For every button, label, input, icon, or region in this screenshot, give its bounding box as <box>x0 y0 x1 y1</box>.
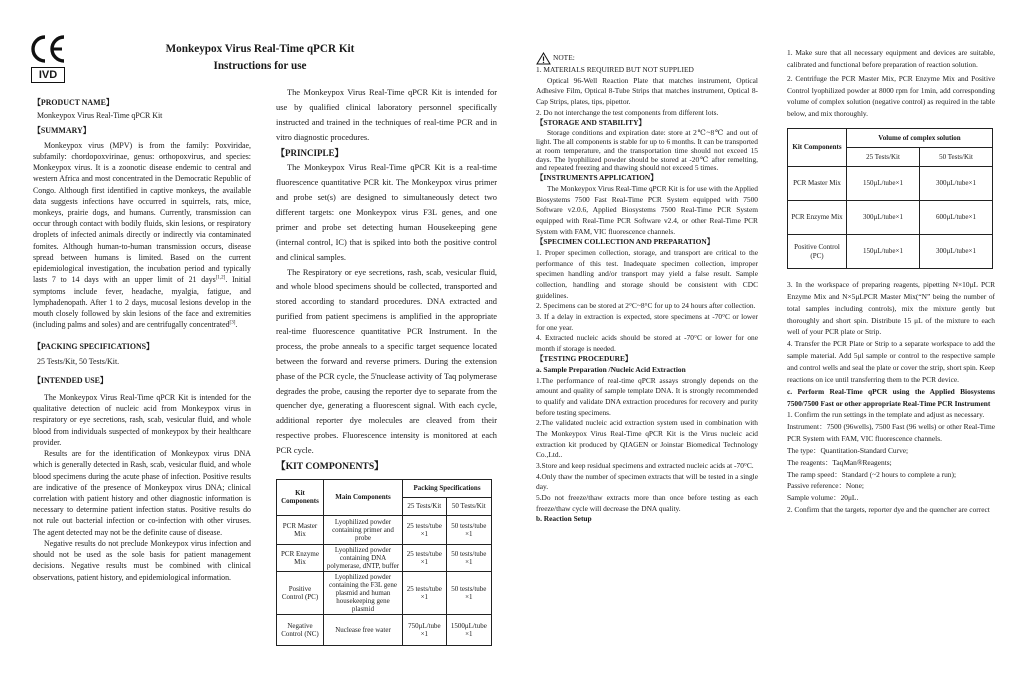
packing-text: 25 Tests/Kit, 50 Tests/Kit. <box>37 356 120 366</box>
testing-3: 3.Store and keep residual specimens and extracted nucleic acids at -70°C. <box>536 461 754 471</box>
table-row: Positive Control (PC) 150μL/tube×1 300μL/tube×1 <box>788 235 993 269</box>
perform-step-2: 2. Confirm that the targets, reporter dye and the quencher are correct <box>787 505 990 515</box>
summary-heading: 【SUMMARY】 <box>33 126 91 136</box>
table-row: PCR Master Mix Lyophilized powder containing primer and probe 25 tests/tube ×1 50 tests/tube ×1 <box>277 515 492 544</box>
specimen-2: 2. Specimens can be stored at 2°C~8°C for up to 24 hours after collection. <box>536 301 756 311</box>
intended-use-p2: Results are for the identification of Monkeypox virus DNA which is generally detected in Rash, scab, vesicular fluid, and whole blood specimens during the acute phase of infection. Positive results are indicative of the presence of Monkeypox virus DNA; clinical correlation with patient history and other diagnostic information is necessary to determine patient infection status. Positive results do not rule out bacterial infection or co-infection with other viruses. The agent detected may not be the definite cause of disease. <box>33 449 251 537</box>
table-header: Kit Components <box>788 129 847 167</box>
product-name-heading: 【PRODUCT NAME】 <box>33 98 114 107</box>
product-name: Monkeypox Virus Real-Time qPCR Kit <box>37 111 163 121</box>
table-row: Negative Control (NC) Nuclease free water 750μL/tube ×1 1500μL/tube ×1 <box>277 614 492 645</box>
specimen-1: 1. Proper specimen collection, storage, and transport are critical to the performance of this test. Inadequate specimen collection, improper specimen handling and/or transport may yield a false result. Sample collection, handling and storage should be consistent with CDC guidelines. <box>536 247 758 300</box>
kit-components-table <box>276 479 492 646</box>
table-header: 50 Tests/Kit <box>446 497 491 515</box>
ce-mark-icon <box>30 34 70 64</box>
intended-use-heading: 【INTENDED USE】 <box>33 375 108 385</box>
reaction-step-2: 2. Centrifuge the PCR Master Mix, PCR Enzyme Mix and Positive Control lyophilized powder at 8000 rpm for 1min, add corresponding volume of complex solution (negative control) as required in the table below, and mix thoroughly. <box>787 73 995 119</box>
perform-step-1: 1. Confirm the run settings in the template and adjust as necessary. <box>787 410 985 420</box>
table-header: 25 Tests/Kit <box>403 497 447 515</box>
ivd-mark: IVD <box>31 67 65 83</box>
reaction-step-1: 1. Make sure that all necessary equipment and devices are suitable, calibrated and functional before preparation of reaction solution. <box>787 48 995 69</box>
column-3 <box>536 52 758 525</box>
specimen-4: 4. Extracted nucleic acids should be stored at -70°C or lower for one month if storage is needed. <box>536 333 758 353</box>
table-row: PCR Enzyme Mix 300μL/tube×1 600μL/tube×1 <box>788 201 993 235</box>
column-1 <box>33 97 251 583</box>
storage-heading: 【STORAGE AND STABILITY】 <box>536 118 646 128</box>
table-header: Kit Components <box>277 479 324 515</box>
principle-p1: The Monkeypox Virus Real-Time qPCR Kit is a real-time fluorescence quantitative PCR kit. The Monkeypox virus primer and probe set(s) are designed to simultaneously detect two different targets: one Monkeypox virus F3L genes, and one primer and probe set detecting human Housekeeping gene (internal control, IC) that is spiked into both the positive control and clinical samples. <box>276 163 497 262</box>
table-header: 25 Tests/Kit <box>847 148 920 167</box>
reaction-step-4: 4. Transfer the PCR Plate or Strip to a separate workspace to add the sample material. Add 5μl sample or control to the respective sample and control wells and seal the plate or cover the strip, short spin. Keep reactions on ice until transferring them to the PCR device. <box>787 339 995 384</box>
table-header: Volume of complex solution <box>847 129 993 148</box>
testing-subheading-b: b. Reaction Setup <box>536 514 592 524</box>
volume-table <box>787 128 993 269</box>
instruments-text: The Monkeypox Virus Real-Time qPCR Kit is for use with the Applied Biosystems 7500 Fast Real-Time PCR System equipped with 7500 Software v2.0.6, Applied Biosystems 7500 Real-Time PCR System equipped with Real-Time PCR Software v2.4, or other Real-Time PCR System with FAM, VIC fluorescence channels. <box>536 183 758 236</box>
passive-setting: Passive reference：None; <box>787 481 864 491</box>
instruments-heading: 【INSTRUMENTS APPLICATION】 <box>536 173 658 183</box>
table-row: PCR Enzyme Mix Lyophilized powder containing DNA polymerase, dNTP, buffer 25 tests/tube ×1 50 tests/tube ×1 <box>277 544 492 571</box>
document-subtitle: Instructions for use <box>213 60 307 72</box>
testing-heading: 【TESTING PROCEDURE】 <box>536 354 633 364</box>
principle-p2: The Respiratory or eye secretions, rash, scab, vesicular fluid, and whole blood specimens should be collected, transported and stored according to standard procedures. DNA extracted and purified from patient specimens is amplified in the appropriate real-time fluorescence quantitative PCR Instrument. In the process, the probe anneals to a specific target sequence located between the forward and reverse primers. During the extension phase of the PCR cycle, the 5'nuclease activity of Taq polymerase degrades the probe, causing the reporter dye to separate from the quencher dye, generating a fluorescent signal. With each cycle, additional reporter dye molecules are cleaved from their respective probes. Fluorescence intensity is monitored at each PCR cycle. <box>276 267 497 456</box>
packing-heading: 【PACKING SPECIFICATIONS】 <box>33 342 154 352</box>
instrument-setting: Instrument：7500 (96wells), 7500 Fast (96 wells) or other Real-Time PCR System with FAM, VIC fluorescence channels. <box>787 422 995 444</box>
perform-heading: c. Perform Real-Time qPCR using the Applied Biosystems 7500/7500 Fast or other appropriate Real-Time PCR Instrument <box>787 386 995 408</box>
note-line: NOTE: <box>536 52 758 65</box>
specimen-3: 3. If a delay in extraction is expected, store specimens at -70°C or lower for one year. <box>536 311 758 332</box>
specimen-heading: 【SPECIMEN COLLECTION AND PREPARATION】 <box>536 237 715 247</box>
note-1-heading: 1. MATERIALS REQUIRED BUT NOT SUPPLIED <box>536 65 694 74</box>
column-2 <box>276 86 497 646</box>
testing-5: 5.Do not freeze/thaw extracts more than once before testing as each freeze/thaw cycle will decrease the DNA quality. <box>536 493 758 513</box>
testing-subheading-a: a. Sample Preparation /Nucleic Acid Extraction <box>536 365 686 375</box>
principle-heading: 【PRINCIPLE】 <box>276 147 344 158</box>
column-4 <box>787 47 995 516</box>
intended-use-p3: Negative results do not preclude Monkeypox virus infection and should not be used as the sole basis for patient management decisions. Negative results must be combined with clinical observations, patient history, and epidemiological information. <box>33 538 251 582</box>
reagents-setting: The reagents：TaqMan®Reagents; <box>787 457 892 467</box>
warning-icon <box>536 52 551 65</box>
note-1-text: Optical 96-Well Reaction Plate that matches instrument, Optical Adhesive Film, Optical 8-Tube Strips that matches instrument, Optical 8-Cap Strips, plates, tips, pipettor. <box>536 75 758 106</box>
document-title: Monkeypox Virus Real-Time qPCR Kit <box>165 43 355 55</box>
table-header: 50 Tests/Kit <box>920 148 993 167</box>
type-setting: The type：Quantitation-Standard Curve; <box>787 445 909 455</box>
intended-use-p1: The Monkeypox Virus Real-Time qPCR Kit is intended for the qualitative detection of nucleic acid from Monkeypox virus in respiratory or eye secretions, rash, scab, vesicular fluid, and whole blood from individuals suspected of monkeypox by their healthcare provider. <box>33 393 251 447</box>
table-row: Positive Control (PC) Lyophilized powder containing the F3L gene plasmid and human housekeeping gene plasmid 25 tests/tube ×1 50 tests/tube ×1 <box>277 571 492 614</box>
testing-2: 2.The validated nucleic acid extraction system used in combination with The Monkeypox Virus Real-Time qPCR Kit is the Virus nucleic acid extraction kit produced by QIAGEN or Joinstar Biomedical Technology Co.,Ltd.. <box>536 418 758 460</box>
storage-text: Storage conditions and expiration date: store at 2℃~8℃ and out of light. The all components is stable for up to 6 months. It can be transported at room temperature, and the transportation time should not exceed 15 days. The lyophilized powder should be stored at -20℃ after remelting, and repeated freezing and thawing should not exceed 5 times. <box>536 127 758 173</box>
note-2: 2. Do not interchange the test components from different lots. <box>536 107 719 117</box>
table-header: Packing Specifications <box>403 479 492 497</box>
kit-components-heading: 【KIT COMPONENTS】 <box>276 460 384 472</box>
table-header: Main Components <box>324 479 403 515</box>
reaction-step-3: 3. In the workspace of preparing reagents, pipetting N×10μL PCR Enzyme Mix and N×5μLPCR Master Mix(“N” being the number of total samples including controls), mix the mixture gently but thoroughly and short spin. Distribute 15 μL of the mixture to each well of your PCR plate or Strip. <box>787 280 995 337</box>
table-row: PCR Master Mix 150μL/tube×1 300μL/tube×1 <box>788 167 993 201</box>
ramp-setting: The ramp speed：Standard (~2 hours to complete a run); <box>787 469 957 479</box>
testing-1: 1.The performance of real-time qPCR assays strongly depends on the amount and quality of sample template DNA. It is strongly recommended to qualify and validate DNA extraction procedures for recovery and purity before testing specimens. <box>536 375 758 417</box>
sample-volume-setting: Sample volume：20μL. <box>787 493 859 503</box>
intro-text: The Monkeypox Virus Real-Time qPCR Kit is intended for use by qualified clinical laboratory personnel specifically instructed and trained in the techniques of real-time PCR and in vitro diagnostic procedures. <box>276 88 497 142</box>
testing-4: 4.Only thaw the number of specimen extracts that will be tested in a single day. <box>536 471 758 492</box>
summary-text: Monkeypox virus (MPV) is from the family: Poxviridae, subfamily: chordopoxvirinae, genus: orthopoxvirus, and species: Monkeypox virus. It is a zoonotic disease endemic to central and western Africa and most concentrated in the Democratic Republic of Congo. Although first identified in captive monkeys, the available data suggests infections have occurred in squirrels, rats, mice, monkeys, prairie dogs, and humans. Currently, transmission can occur through contact with bodily fluids, skin lesions, or respiratory droplets of infected animals directly or indirectly via contaminated fomites. Although human-to-human transmission occurs, disease spread between humans is limited. Based on the current epidemiological investigation, the incubation period and typically lasts 7 to 14 days with an upper limit of 21 days[1,2]. Initial symptoms include fever, headache, myalgia, fatigue, and lymphadenopath. After 1 to 2 days, mucosal lesions develop in the mouth closely followed by skin lesions of the face and extremities (including palms and soles) and are centrifugally concentrated[3]. <box>33 140 251 330</box>
